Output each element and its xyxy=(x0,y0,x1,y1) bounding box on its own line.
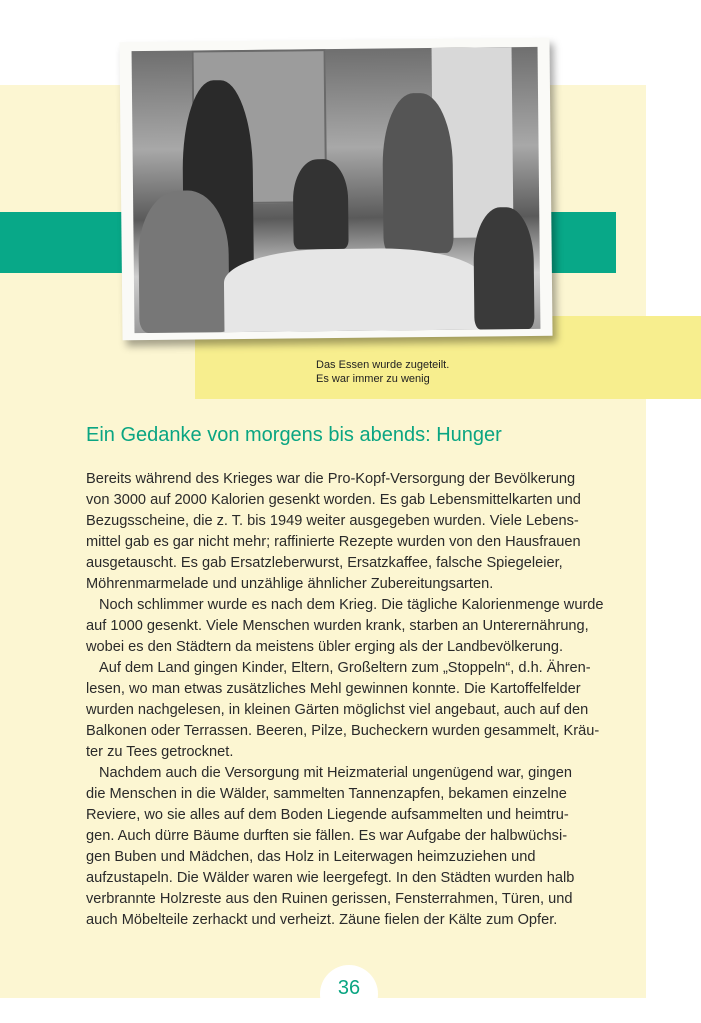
section-heading: Ein Gedanke von morgens bis abends: Hunger xyxy=(86,424,502,446)
text-line: Bezugsscheine, die z. T. bis 1949 weiter ausgegeben wurden. Viele Lebens- xyxy=(86,513,579,529)
photo-figure-boy xyxy=(138,190,229,333)
text-line: Reviere, wo sie alles auf dem Boden Liegende aufsammelten und heimtru- xyxy=(86,807,569,823)
text-line: verbrannte Holzreste aus den Ruinen gerissen, Fensterrahmen, Türen, und xyxy=(86,891,573,907)
body-text xyxy=(86,469,626,931)
text-line: aufzustapeln. Die Wälder waren wie leergefegt. In den Städten wurden halb xyxy=(86,870,575,886)
text-line: lesen, wo man etwas zusätzliches Mehl gewinnen konnte. Die Kartoffelfelder xyxy=(86,681,581,697)
photo-table xyxy=(224,247,485,332)
text-line: Möhrenmarmelade und unzählige ähnlicher Zubereitungsarten. xyxy=(86,576,494,592)
photo-caption xyxy=(316,358,449,386)
caption-line: Es war immer zu wenig xyxy=(316,373,430,385)
caption-line: Das Essen wurde zugeteilt. xyxy=(316,359,450,371)
text-line: Noch schlimmer wurde es nach dem Krieg. Die tägliche Kalorienmenge wurde xyxy=(99,597,604,613)
photo-frame xyxy=(119,38,552,340)
text-line: Bereits während des Krieges war die Pro-Kopf-Versorgung der Bevölkerung xyxy=(86,471,576,487)
paragraph xyxy=(86,469,626,595)
paragraph xyxy=(86,763,626,931)
photo-figure-child xyxy=(293,159,349,250)
text-line: von 3000 auf 2000 Kalorien gesenkt worden. Es gab Lebensmittelkarten und xyxy=(86,492,581,508)
text-line: Balkonen oder Terrassen. Beeren, Pilze, Bucheckern wurden gesammelt, Kräu- xyxy=(86,723,600,739)
photo-figure-toddler xyxy=(473,207,534,330)
text-line: Auf dem Land gingen Kinder, Eltern, Großeltern zum „Stoppeln“, d.h. Ähren- xyxy=(99,660,591,676)
text-line: auch Möbelteile zerhackt und verheizt. Zäune fielen der Kälte zum Opfer. xyxy=(86,912,558,928)
photo-figure-mother xyxy=(382,93,454,254)
text-line: Nachdem auch die Versorgung mit Heizmaterial ungenügend war, gingen xyxy=(99,765,572,781)
text-line: gen. Auch dürre Bäume durften sie fällen. Es war Aufgabe der halbwüchsi- xyxy=(86,828,568,844)
page-number: 36 xyxy=(320,965,378,1023)
text-line: die Menschen in die Wälder, sammelten Tannenzapfen, bekamen einzelne xyxy=(86,786,567,802)
text-line: wurden nachgelesen, in kleinen Gärten möglichst viel angebaut, auch auf den xyxy=(86,702,589,718)
text-line: wobei es den Städtern da meistens übler erging als der Landbevölkerung. xyxy=(86,639,564,655)
paragraph xyxy=(86,595,626,658)
text-line: auf 1000 gesenkt. Viele Menschen wurden krank, starben an Unterernährung, xyxy=(86,618,589,634)
text-line: ausgetauscht. Es gab Ersatzleberwurst, Ersatzkaffee, falsche Spiegeleier, xyxy=(86,555,563,571)
text-line: gen Buben und Mädchen, das Holz in Leiterwagen heimzuziehen und xyxy=(86,849,536,865)
text-line: mittel gab es gar nicht mehr; raffinierte Rezepte wurden von den Hausfrauen xyxy=(86,534,581,550)
historical-photo xyxy=(132,47,541,333)
text-line: ter zu Tees getrocknet. xyxy=(86,744,234,760)
paragraph xyxy=(86,658,626,763)
